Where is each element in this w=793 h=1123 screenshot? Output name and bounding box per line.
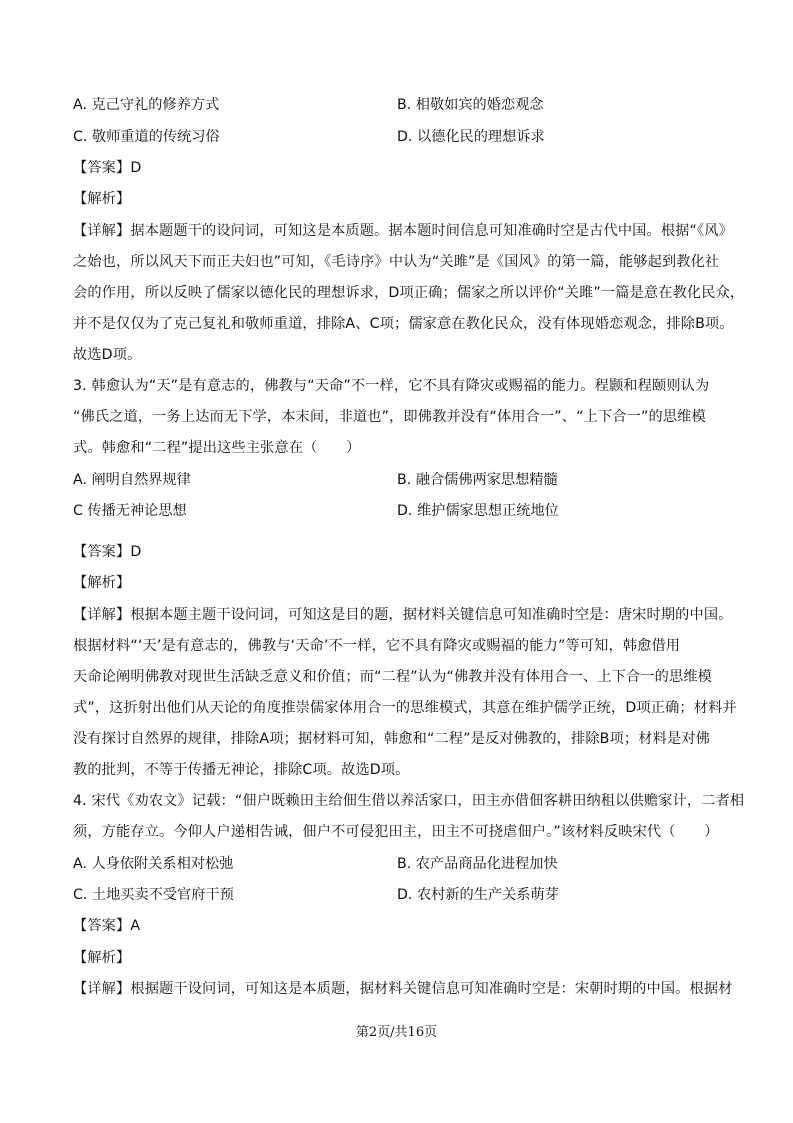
q2-analysis-label: 【解析】 bbox=[73, 191, 131, 207]
q3-detail-line-5: 没有探讨自然界的规律，排除A项；据材料可知，韩愈和“二程”是反对佛教的，排除B项；材料是对佛 bbox=[73, 731, 710, 747]
q3-detail-line-3: 天命论阐明佛教对现世生活缺乏意义和价值；而“二程”认为“佛教并没有体用合一、上下合一的思维模 bbox=[73, 669, 713, 685]
q4-detail-line-1: 【详解】根据题干设问词，可知这是本质题，据材料关键信息可知准确时空是：宋朝时期的中国。根据材 bbox=[73, 981, 733, 997]
q4-option-b: B. 农产品商品化进程加快 bbox=[397, 856, 558, 872]
q2-option-a: A. 克己守礼的修养方式 bbox=[73, 97, 220, 113]
q3-stem-line-1: 3. 韩愈认为“天”是有意志的，佛教与“天命”不一样，它不具有降灾或赐福的能力。程颢和程颐则认为 bbox=[73, 378, 710, 394]
q3-stem-line-2: “佛氏之道，一务上达而无下学，本末间，非道也”，即佛教并没有“体用合一”、“上下合一”的思维模 bbox=[73, 409, 706, 425]
q3-detail-line-1: 【详解】根据本题主题干设问词，可知这是目的题，据材料关键信息可知准确时空是：唐宋时期的中国。 bbox=[73, 607, 733, 623]
q2-option-d: D. 以德化民的理想诉求 bbox=[397, 129, 545, 145]
q4-option-c: C. 土地买卖不受官府干预 bbox=[73, 887, 234, 903]
q3-option-a: A. 阐明自然界规律 bbox=[73, 472, 191, 488]
q4-stem-line-2: 须，方能存立。今仰人户递相告诫，佃户不可侵犯田主，田主不可挠虐佃户。”该材料反映宋代（ ） bbox=[73, 824, 719, 840]
q2-detail-line-4: 并不是仅仅为了克己复礼和敬师重道，排除A、C项；儒家意在教化民众，没有体现婚恋观念，排除B项。 bbox=[73, 316, 734, 332]
q3-detail-line-6: 教的批判，不等于传播无神论，排除C项。故选D项。 bbox=[73, 762, 410, 778]
q2-detail-line-3: 会的作用，所以反映了儒家以德化民的理想诉求，D项正确；儒家之所以评价“关雎”一篇是意在教化民众， bbox=[73, 285, 745, 301]
q3-detail-line-4: 式”，这折射出他们从天论的角度推崇儒家体用合一的思维模式，其意在维护儒学正统，D项正确；材料并 bbox=[73, 700, 737, 716]
q3-option-c: C 传播无神论思想 bbox=[73, 503, 187, 519]
q4-stem-line-1: 4. 宋代《劝农文》记载：“佃户既赖田主给佃生借以养活家口，田主亦借佃客耕田纳租以供赡家计，二者相 bbox=[73, 793, 745, 809]
q3-option-b: B. 融合儒佛两家思想精髓 bbox=[397, 472, 558, 488]
q2-option-b: B. 相敬如宾的婚恋观念 bbox=[397, 97, 544, 113]
q4-answer: 【答案】A bbox=[73, 918, 141, 934]
q2-detail-line-2: 之始也，所以风天下而正夫妇也”可知，《毛诗序》中认为“关雎”是《国风》的第一篇，能够起到教化社 bbox=[73, 254, 720, 270]
q4-option-a: A. 人身依附关系相对松弛 bbox=[73, 856, 234, 872]
q3-answer: 【答案】D bbox=[73, 544, 142, 560]
q3-stem-line-3: 式。韩愈和“二程”提出这些主张意在（ ） bbox=[73, 440, 361, 456]
q2-detail-line-5: 故选D项。 bbox=[73, 347, 142, 363]
q2-answer: 【答案】D bbox=[73, 160, 142, 176]
q2-detail-line-1: 【详解】据本题题干的设问词，可知这是本质题。据本题时间信息可知准确时空是古代中国。根据“《风》 bbox=[73, 223, 733, 239]
q3-analysis-label: 【解析】 bbox=[73, 575, 131, 591]
q2-option-c: C. 敬师重道的传统习俗 bbox=[73, 129, 220, 145]
q3-detail-line-2: 根据材料“‘天’是有意志的，佛教与‘天命’不一样，它不具有降灾或赐福的能力”等可知，韩愈借用 bbox=[73, 638, 681, 654]
q3-option-d: D. 维护儒家思想正统地位 bbox=[397, 503, 559, 519]
q4-option-d: D. 农村新的生产关系萌芽 bbox=[397, 887, 559, 903]
page-number-footer: 第2页/共16页 bbox=[355, 1025, 438, 1040]
q4-analysis-label: 【解析】 bbox=[73, 950, 131, 966]
